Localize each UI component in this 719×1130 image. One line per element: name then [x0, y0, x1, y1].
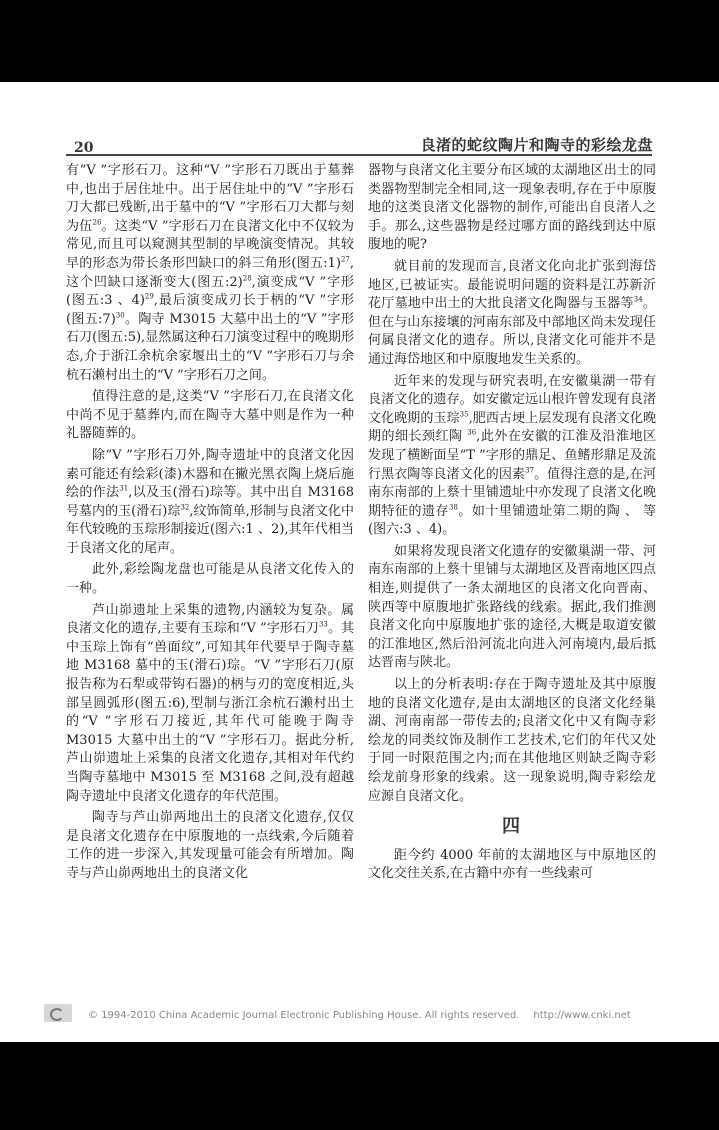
paragraph-text: ,演变成“V ”字形(图五:3 、4) — [66, 274, 355, 309]
citation-marker: 27 — [340, 255, 350, 264]
citation-marker: 34 — [633, 295, 643, 304]
paragraph-text: 芦山峁遗址上采集的遗物,内涵较为复杂。属良渚文化的遗存,主要有玉琮和“V ”字形石刀 — [66, 602, 354, 637]
cnki-logo-icon — [44, 1004, 72, 1022]
paragraph-text: 。如十里铺遗址第二期的陶 、 等(图六:3 、4)。 — [368, 503, 656, 538]
paragraph-text: 以上的分析表明:存在于陶寺遗址及其中原腹地的良渚文化遗存,是由太湖地区的良渚文化经巢湖、河南南部一带传去的;良渚文化中又有陶寺彩绘龙的同类纹饰及制作工艺技术,它们的年代又处于同一时限范围之内;而在其他地区则缺乏陶寺彩绘龙前身形象的线索。这一现象说明,陶寺彩绘龙应源自良渚文化。 — [368, 677, 656, 804]
footer-copyright: © 1994-2010 China Academic Journal Electronic Publishing House. All rights reserved. — [88, 1010, 520, 1021]
paragraph — [368, 543, 656, 673]
paragraph-text: 。但在与山东接壤的河南东部及中部地区尚未发现任何属良渚文化的遗存。所以,良渚文化可能并不是通过海岱地区和中原腹地发生关系的。 — [368, 296, 656, 367]
citation-marker: 29 — [144, 292, 154, 301]
paragraph-text: ,纹饰简单,形制与良渚文化中年代较晚的玉琮形制接近(图六:1 、2),其年代相当于良渚文化的尾声。 — [66, 503, 354, 556]
paragraph-text: 器物与良渚文化主要分布区域的太湖地区出土的同类器物型制完全相同,这一现象表明,存在于中原腹地的这类良渚文化器物的制作,可能出自良渚人之手。那么,这些器物是经过哪方面的路线到达中原腹地的呢? — [368, 163, 656, 253]
footer — [88, 1010, 631, 1021]
paragraph — [66, 561, 354, 598]
paragraph-text: ,此外在安徽的江淮及沿淮地区发现了横断面呈“T ”字形的鼎足、鱼鳍形鼎足及流行黑衣陶等良渚文化的因素 — [368, 429, 656, 482]
paragraph — [66, 602, 354, 807]
paragraph-text: ,肥西古埂上层发现有良渚文化晚期的细长颈红陶 — [368, 410, 656, 445]
paragraph — [368, 847, 656, 884]
paragraph — [368, 676, 656, 806]
page-number: 20 — [74, 140, 94, 156]
paragraph-text: 。这类“V ”字形石刀在良渚文化中不仅较为常见,而且可以窥测其型制的早晚演变情况。其较早的形态为带长条形凹缺口的斜三角形(图五:1) — [66, 218, 354, 271]
citation-marker: 36 — [467, 428, 477, 437]
paragraph-text: 。陶寺 M3015 大墓中出土的“V ”字形石刀(图五:5),显然属这种石刀演变过程中的晚期形态,介于浙江余杭余家堰出土的“V ”字形石刀与余杭石濑村出土的“V ”字形石刀之间。 — [66, 311, 354, 383]
journal-page — [0, 82, 719, 1042]
citation-marker: 37 — [525, 466, 534, 475]
citation-marker: 33 — [318, 620, 328, 629]
paragraph-text: 距今约 4000 年前的太湖地区与中原地区的文化交往关系,在古籍中亦有一些线索可 — [368, 847, 656, 882]
right-column — [368, 162, 656, 887]
paragraph-text: 除“V ”字形石刀外,陶寺遗址中的良渚文化因素可能还有绘彩(漆)木器和在撇光黑衣陶上烧后施绘的作法 — [66, 447, 354, 501]
paragraph — [66, 162, 354, 385]
paragraph-text: 如果将发现良渚文化遗存的安徽巢湖一带、河南东南部的上蔡十里铺与太湖地区及晋南地区四点相连,则提供了一条太湖地区的良渚文化向晋南、陕西等中原腹地扩张路线的线索。据此,我们推测良渚文化向中原腹地扩张的途径,大概是取道安徽的江淮地区,然后沿河流北向进入河南境内,最后抵达晋南与陕北。 — [368, 543, 656, 671]
paragraph-text: 近年来的发现与研究表明,在安徽巢湖一带有良渚文化的遗存。如安徽定远山根许曾发现有良渚文化晚期的玉琮 — [368, 373, 656, 426]
paragraph-text: ,最后演变成刃长于柄的“V ”字形(图五:7) — [66, 293, 354, 327]
section-heading: 四 — [502, 816, 522, 838]
paragraph — [368, 373, 656, 540]
paragraph-text: 就目前的发现而言,良渚文化向北扩张到海岱地区,已被证实。最能说明问题的资料是江苏新沂花厅墓地中出土的大批良渚文化陶器与玉器等 — [368, 258, 656, 312]
paragraph — [368, 162, 656, 255]
citation-marker: 35 — [459, 410, 469, 419]
left-column — [66, 162, 354, 887]
paragraph-text: 值得注意的是,这类“V ”字形石刀,在良渚文化中尚不见于墓葬内,而在陶寺大墓中则是作为一种礼器随葬的。 — [66, 389, 354, 442]
paragraph — [66, 809, 354, 883]
citation-marker: 38 — [448, 503, 458, 512]
paragraph — [66, 447, 354, 559]
citation-marker: 32 — [180, 503, 190, 512]
citation-marker: 28 — [242, 274, 252, 283]
header-rule — [66, 154, 652, 156]
paragraph-text: 有“V ”字形石刀。这种“V ”字形石刀既出于墓葬中,也出于居住址中。出于居住址中的“V ”字形石刀大都已残断,出于墓中的“V ”字形石刀大都与刻为伍 — [66, 163, 354, 234]
citation-marker: 30 — [115, 311, 125, 320]
paragraph-text: 。其中玉琮上饰有“兽面纹”,可知其年代要早于陶寺墓地 M3168 墓中的玉(滑石)琮。“V ”字形石刀(原报告称为石犁或带钩石器)的柄与刃的宽度相近,头部呈圆弧形(图五:6),型制与浙江余杭石濑村出土的“V ”字形石刀接近,其年代可能晚于陶寺 M3015 大墓中出土的“V ”字形石刀。据此分析,芦山峁遗址上采集的良渚文化遗存,其相对年代约当陶寺墓地中 M3015 至 M3168 之间,没有超越陶寺遗址中良渚文化遗存的年代范围。 — [66, 621, 354, 804]
paragraph-text: 。值得注意的是,在河南东南部的上蔡十里铺遗址中亦发现了良渚文化晚期特征的遗存 — [368, 466, 656, 519]
paragraph-text: ,以及玉(滑石)琮等。其中出自 M3168 号墓内的玉(滑石)琮 — [66, 485, 354, 519]
paragraph-text: 此外,彩绘陶龙盘也可能是从良渚文化传入的一种。 — [66, 562, 354, 597]
footer-url[interactable]: http://www.cnki.net — [533, 1010, 631, 1021]
citation-marker: 31 — [119, 484, 129, 493]
paragraph — [368, 258, 656, 370]
paragraph-text: ,这个凹缺口逐渐变大(图五:2) — [66, 255, 354, 290]
paragraph-text: 陶寺与芦山峁两地出土的良渚文化遗存,仅仅是良渚文化遗存在中原腹地的一点线索,今后随着工作的进一步深入,其发现量可能会有所增加。陶寺与芦山峁两地出土的良渚文化 — [66, 810, 354, 881]
running-title: 良渚的蛇纹陶片和陶寺的彩绘龙盘 — [420, 136, 653, 154]
paragraph — [66, 388, 354, 444]
citation-marker: 26 — [92, 218, 102, 227]
